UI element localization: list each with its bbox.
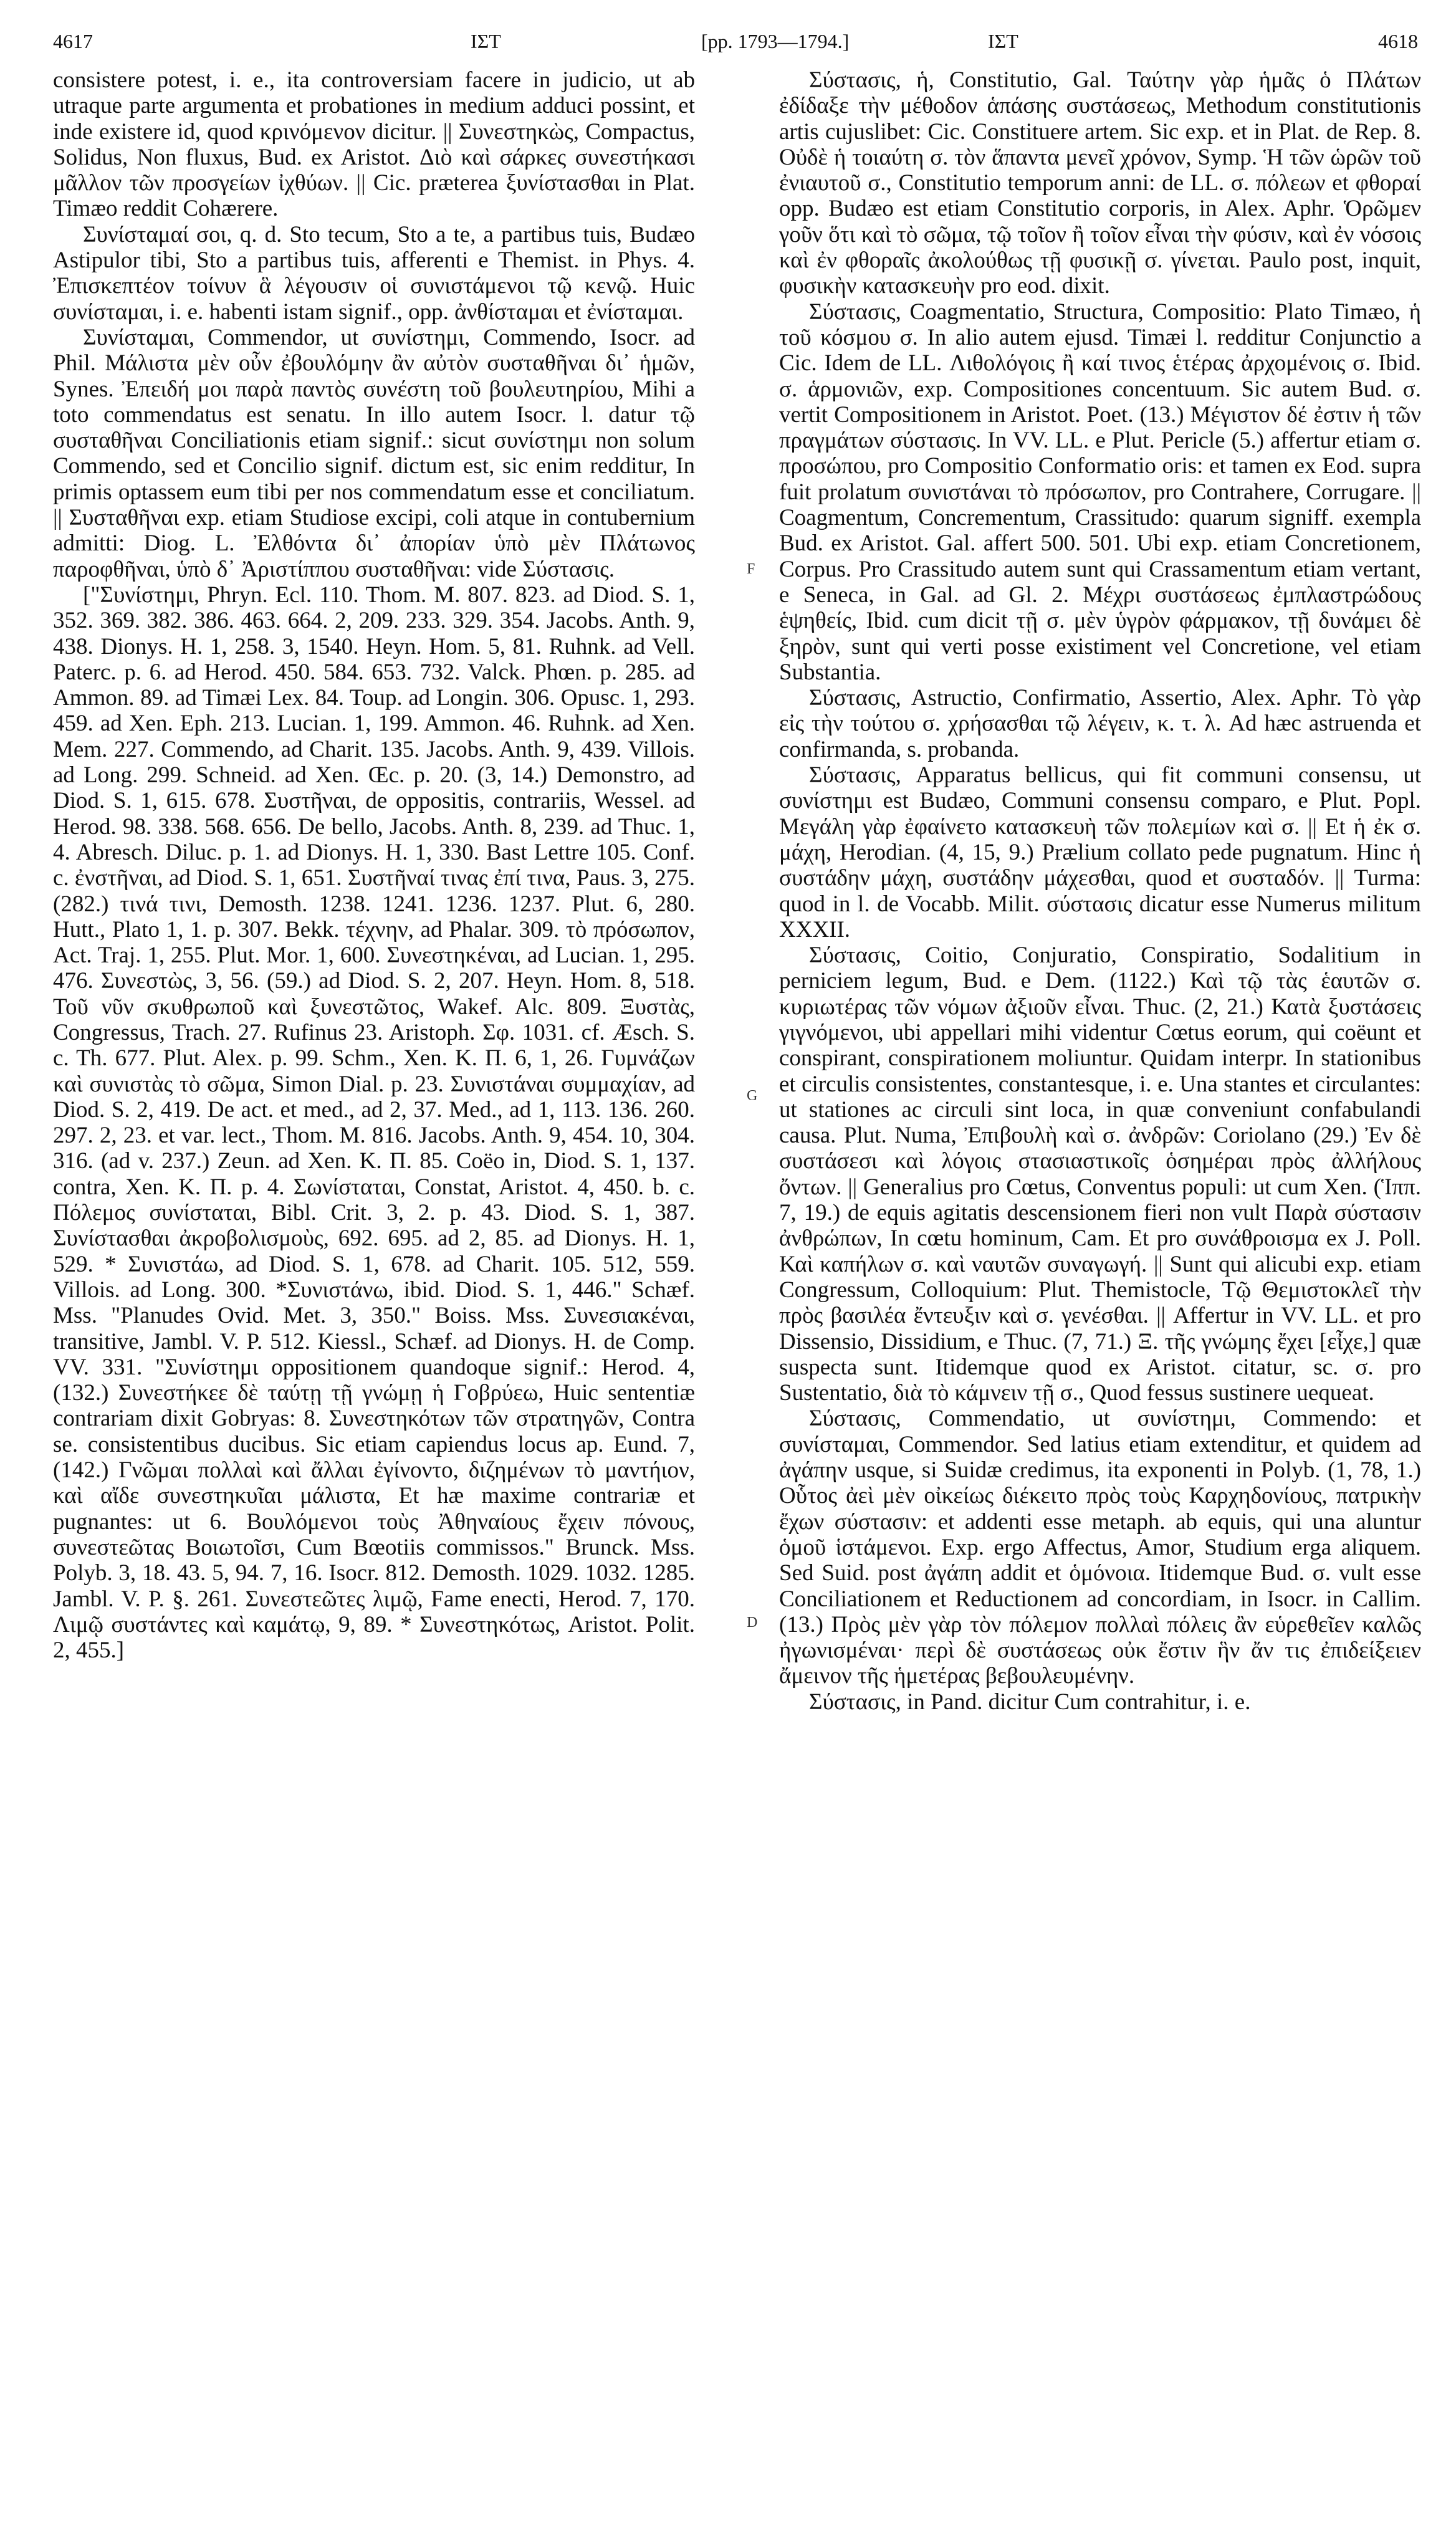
right-page-number: 4618 xyxy=(1378,30,1418,52)
page-header xyxy=(53,25,1418,62)
entry-paragraph: Σύστασις, Commendatio, ut συνίστημι, Commendo: et συνίσταμαι, Commendor. Sed latius etiam extenditur, et quidem ad ἀγάπην usque, si Suidæ credimus, ita exponenti in Polyb. (1, 78, 1.) Οὗτος ἀεὶ μὲν οἰκείως διέκειτο πρὸς τοὺς Καρχηδονίους, πατρικὴν ἔχων σύστασιν: et addenti esse metaph. ab equis, qui una aluntur ὁμοῦ ἱστάμενοι. Exp. ergo Affectus, Amor, Studium erga aliquem. Sed Suid. post ἀγάπη addit et ὁμόνοια. Itidemque Bud. σ. vult esse Conciliationem et Reductionem ad concordiam, in Isocr. in Callim. (13.) Πρὸς μὲν γὰρ τὸν πόλεμον πολλαὶ πόλεις ἂν εὑρεθεῖεν καλῶς ἠγωνισμέναι· περὶ δὲ συστάσεως οὐκ ἔστιν ἣν ἄν τις ἐπιδείξειεν ἄμεινον τῆς ἡμετέρας βεβουλευμένην. xyxy=(779,1406,1421,1689)
page-range: [pp. 1793—1794.] xyxy=(701,30,850,52)
right-column xyxy=(779,67,1421,1715)
left-column xyxy=(53,67,695,1663)
entry-paragraph: consistere potest, i. e., ita controversiam facere in judicio, ut ab utraque parte argumenta et probationes in medium adduci possint, et inde existere id, quod κρινόμενον dicitur. || Συνεστηκὼς, Compactus, Solidus, Non fluxus, Bud. ex Aristot. Διὸ καὶ σάρκες συνεστήκασι μᾶλλον τῶν προσγείων ἰχθύων. || Cic. præterea ξυνίστασθαι in Plat. Timæo reddit Cohærere. xyxy=(53,67,695,222)
entry-paragraph: Σύστασις, Apparatus bellicus, qui fit communi consensu, ut συνίστημι est Budæo, Communi consensu comparo, e Plut. Popl. Μεγάλη γὰρ ἐφαίνετο κατασκευὴ τῶν πολεμίων καὶ σ. || Et ἡ ἐκ σ. μάχη, Herodian. (4, 15, 9.) Prælium collato pede pugnatum. Hinc ἡ συστάδην μάχη, συστάδην μάχεσθαι, quod et συσταδόν. || Turma: quod in l. de Vocabb. Milit. σύστασις dicatur esse Numerus militum XXXII. xyxy=(779,762,1421,942)
margin-letter: G xyxy=(747,1088,758,1104)
right-running-head: ΙΣΤ xyxy=(988,30,1018,52)
entry-paragraph: Σύστασις, in Pand. dicitur Cum contrahitur, i. e. xyxy=(809,1689,1251,1715)
left-running-head: ΙΣΤ xyxy=(471,30,501,52)
entry-paragraph: Σύστασις, Coagmentatio, Structura, Compositio: Plato Timæo, ἡ τοῦ κόσμου σ. In alio autem ejusd. Timæi l. redditur Conjunctio a Cic. Idem de LL. Λιθολόγοις ἢ καί τινος ἑτέρας ἀρχομένοις σ. Ibid. σ. ἁρμονιῶν, exp. Compositiones concentuum. Sic autem Bud. σ. vertit Compositionem in Aristot. Poet. (13.) Μέγιστον δέ ἐστιν ἡ τῶν πραγμάτων σύστασις. In VV. LL. e Plut. Pericle (5.) affertur etiam σ. προσώπου, pro Compositio Conformatio oris: et tamen ex Eod. supra fuit prolatum συνιστάναι τὸ πρόσωπον, pro Contrahere, Corrugare. || Coagmentum, Concrementum, Crassitudo: quarum signiff. exempla Bud. ex Aristot. Gal. affert 500. 501. Ubi exp. etiam Concretionem, Corpus. Pro Crassitudo autem sunt qui Crassamentum etiam vertant, e Seneca, in Gal. ad Gl. 2. Μέχρι συστάσεως ἐμπλαστρώδους ἑψηθείς, Ibid. cum dicit τῇ σ. μὲν ὑγρὸν φάρμακον, τῇ δυνάμει δὲ ξηρὸν, sunt qui verti posse existiment vel Concretione, vel etiam Substantia. xyxy=(779,299,1421,685)
entry-paragraph: Σύστασις, Astructio, Confirmatio, Assertio, Alex. Aphr. Τὸ γὰρ εἰς τὴν τούτου σ. χρήσασθαι τῷ λέγειν, κ. τ. λ. Ad hæc astruenda et confirmanda, s. probanda. xyxy=(779,685,1421,762)
left-page-number: 4617 xyxy=(53,30,93,52)
entry-paragraph: ["Συνίστημι, Phryn. Ecl. 110. Thom. M. 807. 823. ad Diod. S. 1, 352. 369. 382. 386. 463. 664. 2, 209. 233. 329. 354. Jacobs. Anth. 9, 438. Dionys. H. 1, 258. 3, 1540. Heyn. Hom. 5, 81. Ruhnk. ad Vell. Paterc. p. 6. ad Herod. 450. 584. 653. 732. Valck. Phœn. p. 285. ad Ammon. 89. ad Timæi Lex. 84. Toup. ad Longin. 306. Opusc. 1, 293. 459. ad Xen. Eph. 213. Lucian. 1, 199. Ammon. 46. Ruhnk. ad Xen. Mem. 227. Commendo, ad Charit. 135. Jacobs. Anth. 9, 439. Villois. ad Long. 299. Schneid. ad Xen. Œc. p. 20. (3, 14.) Demonstro, ad Diod. S. 1, 615. 678. Συστῆναι, de oppositis, contrariis, Wessel. ad Herod. 98. 338. 568. 656. De bello, Jacobs. Anth. 8, 239. ad Thuc. 1, 4. Abresch. Diluc. p. 1. ad Dionys. H. 1, 330. Bast Lettre 105. Conf. c. ἐνστῆναι, ad Diod. S. 1, 651. Συστῆναί τινας ἐπί τινα, Paus. 3, 275. (282.) τινά τινι, Demosth. 1238. 1241. 1236. 1237. Plut. 6, 280. Hutt., Plato 1, 1. p. 307. Bekk. τέχνην, ad Phalar. 309. τὸ πρόσωπον, Act. Traj. 1, 255. Plut. Mor. 1, 600. Συνεστηκέναι, ad Lucian. 1, 295. 476. Συνεστὼς, 3, 56. (59.) ad Diod. S. 2, 207. Heyn. Hom. 8, 518. Τοῦ νῦν σκυθρωποῦ καὶ ξυνεστῶτος, Wakef. Alc. 809. Ξυστὰς, Congressus, Trach. 27. Rufinus 23. Aristoph. Σφ. 1031. cf. Æsch. S. c. Th. 677. Plut. Alex. p. 99. Schm., Xen. K. Π. 6, 1, 26. Γυμνάζων καὶ συνιστὰς τὸ σῶμα, Simon Dial. p. 23. Συνιστάναι συμμαχίαν, ad Diod. S. 2, 419. De act. et med., ad 2, 37. Med., ad 1, 113. 136. 260. 297. 2, 23. et var. lect., Thom. M. 816. Jacobs. Anth. 9, 454. 10, 304. 316. (ad v. 237.) Zeun. ad Xen. K. Π. 85. Coëo in, Diod. S. 1, 137. contra, Xen. K. Π. p. 4. Σωνίσταται, Constat, Aristot. 4, 450. b. c. Πόλεμος συνίσταται, Bibl. Crit. 3, 2. p. 43. Diod. S. 1, 387. Συνίστασθαι ἀκροβολισμοὺς, 692. 695. ad 2, 85. ad Dionys. H. 1, 529. * Συνιστάω, ad Diod. S. 1, 678. ad Charit. 105. 512, 559. Villois. ad Long. 300. *Συνιστάνω, ibid. Diod. S. 1, 446." Schæf. Mss. "Planudes Ovid. Met. 3, 350." Boiss. Mss. Συνεσιακέναι, transitive, Jambl. V. P. 512. Kiessl., Schæf. ad Dionys. H. de Comp. VV. 331. "Συνίστημι oppositionem quandoque signif.: Herod. 4, (132.) Συνεστήκεε δὲ ταύτῃ τῇ γνώμῃ ἡ Γοβρύεω, Huic sententiæ contrariam dixit Gobryas: 8. Συνεστηκότων τῶν στρατηγῶν, Contra se. consistentibus ducibus. Sic etiam capiendus locus ap. Eund. 7, (142.) Γνῶμαι πολλαὶ καὶ ἄλλαι ἐγίνοντο, διζημένων τὸ μαντήιον, καὶ αἴδε συνεστηκυῖαι μάλιστα, Et hæ maxime contrariæ et pugnantes: ut 6. Βουλόμενοι τοὺς Ἀθηναίους ἔχειν πόνους, συνεστεῶτας Βοιωτοῖσι, Cum Bœotiis commissos." Brunck. Mss. Polyb. 3, 18. 43. 5, 94. 7, 16. Isocr. 812. Demosth. 1029. 1032. 1285. Jambl. V. P. §. 261. Συνεστεῶτες λιμῷ, Fame enecti, Herod. 7, 170. Λιμῷ συστάντες καὶ καμάτῳ, 9, 89. * Συνεστηκότως, Aristot. Polit. 2, 455.] xyxy=(53,582,695,1664)
entry-paragraph: Συνίσταμαι, Commendor, ut συνίστημι, Commendo, Isocr. ad Phil. Μάλιστα μὲν οὖν ἐβουλόμην ἂν αὐτὸν συσταθῆναι δι᾽ ἡμῶν, Synes. Ἐπειδή μοι παρὰ παντὸς συνέστη τοῦ βουλευτηρίου, Mihi a toto commendatus est senatu. In illo autem Isocr. l. datur τῷ συσταθῆναι Conciliationis etiam signif.: sicut συνίστημι non solum Commendo, sed et Concilio signif. dictum est, sic enim redditur, In primis optassem eum tibi per nos commendatum esse et conciliatum. || Συσταθῆναι exp. etiam Studiose excipi, coli atque in contubernium admitti: Diog. L. Ἐλθόντα δι᾽ ἀπορίαν ὑπὸ μὲν Πλάτωνος παροφθῆναι, ὑπὸ δ᾽ Ἀριστίππου συσταθῆναι: vide Σύστασις. xyxy=(53,324,695,582)
entry-paragraph: Σύστασις, Coitio, Conjuratio, Conspiratio, Sodalitium in perniciem legum, Bud. e Dem. (1122.) Καὶ τῷ τὰς ἑαυτῶν σ. κυριωτέρας τῶν νόμων ἀξιοῦν εἶναι. Thuc. (2, 21.) Κατὰ ξυστάσεις γιγνόμενοι, ubi appellari mihi videntur Cœtus eorum, qui coëunt et conspirant, conspirationem moliuntur. Quidam interpr. In stationibus et circulis consistentes, constantesque, i. e. Una stantes et circulantes: ut stationes ac circuli sint loca, in quæ conveniunt confabulandi causa. Plut. Numa, Ἐπιβουλὴ καὶ σ. ἀνδρῶν: Coriolano (29.) Ἐν δὲ συστάσεσι καὶ λόγοις στασιαστικοῖς ὁσημέραι πρὸς ἀλλήλους ὄντων. || Generalius pro Cœtus, Conventus populi: ut cum Xen. (Ἱππ. 7, 19.) de equis agitatis descensionem fieri non vult Παρὰ σύστασιν ἀνθρώπων, In cœtu hominum, Cam. Et pro συνάθροισμα ex J. Poll. Καὶ καπήλων σ. καὶ ναυτῶν συναγωγή. || Sunt qui alicubi exp. etiam Congressum, Colloquium: Plut. Themistocle, Τῷ Θεμιστοκλεῖ τὴν πρὸς βασιλέα ἔντευξιν καὶ σ. γενέσθαι. || Affertur in VV. LL. et pro Dissensio, Dissidium, e Thuc. (7, 71.) Ξ. τῆς γνώμης ἔχει [εἶχε,] quæ suspecta sunt. Itidemque quod ex Aristot. citatur, sc. σ. pro Sustentatio, διὰ τὸ κάμνειν τῇ σ., Quod fessus sustinere uequeat. xyxy=(779,942,1421,1406)
entry-paragraph: Συνίσταμαί σοι, q. d. Sto tecum, Sto a te, a partibus tuis, Budæo Astipulor tibi, Sto a partibus tuis, afferenti e Themist. in Phys. 4. Ἐπισκεπτέον τοίνυν ἃ λέγουσιν οἱ συνιστάμενοι τῷ κενῷ. Huic συνίσταμαι, i. e. habenti istam signif., opp. ἀνθίσταμαι et ἐνίσταμαι. xyxy=(53,221,695,325)
margin-letter: F xyxy=(747,561,755,577)
margin-letter: D xyxy=(747,1614,758,1631)
entry-paragraph: Σύστασις, ἡ, Constitutio, Gal. Ταύτην γὰρ ἡμᾶς ὁ Πλάτων ἐδίδαξε τὴν μέθοδον ἁπάσης συστάσεως, Methodum constitutionis artis cujuslibet: Cic. Constituere artem. Sic exp. et in Plat. de Rep. 8. Οὐδὲ ἡ τοιαύτη σ. τὸν ἅπαντα μενεῖ χρόνον, Symp. Ἡ τῶν ὡρῶν τοῦ ἐνιαυτοῦ σ., Constitutio temporum anni: de LL. σ. πόλεων et φθοραί opp. Budæo est etiam Constitutio corporis, in Alex. Aphr. Ὁρῶμεν γοῦν ὅτι καὶ τὸ σῶμα, τῷ τοῖον ἢ τοῖον εἶναι τὴν φύσιν, καὶ ἐν νόσοις καὶ ἐν φθοραῖς ἀκολούθως τῇ φυσικῇ σ. γίνεται. Paulo post, inquit, φυσικὴν κατασκευὴν pro eod. dixit. xyxy=(779,67,1421,299)
